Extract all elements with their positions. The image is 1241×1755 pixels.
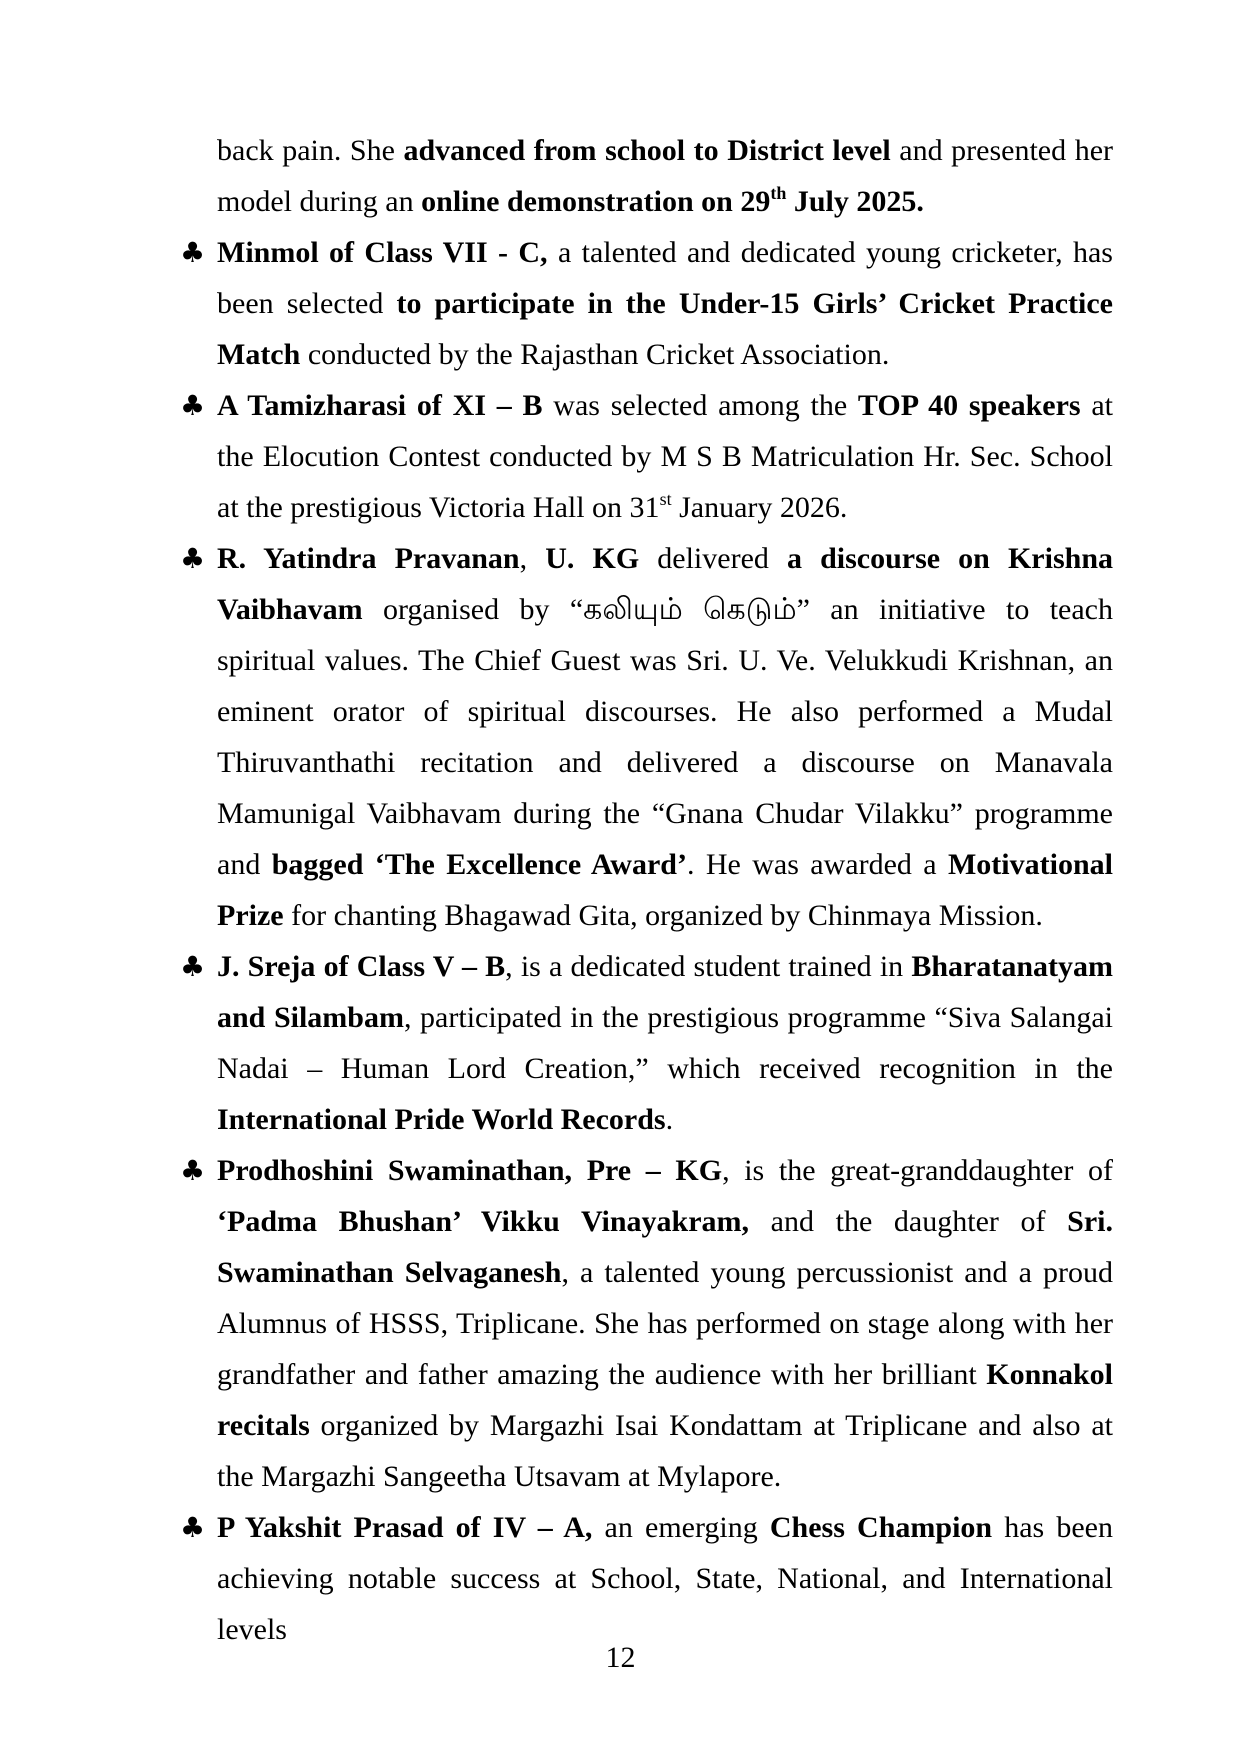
bullet-item (180, 380, 1114, 533)
text-run: to participate in the Under-15 Girls’ Cricket Practice Match (217, 287, 1113, 371)
text-run: , a talented young percussionist and a proud Alumnus of HSSS, Triplicane. She has performed on stage along with her grandfather and father amazing the audience with her brilliant (217, 1256, 1113, 1391)
text-run: a talented and dedicated young cricketer, has been selected (217, 236, 1113, 320)
page-content (180, 125, 1114, 1655)
text-run: January 2026. (671, 491, 848, 524)
text-run: , is the great-granddaughter of (722, 1154, 1113, 1187)
text-run: advanced from school to District level (403, 134, 891, 167)
text-run: , is a dedicated student trained in (505, 950, 912, 983)
text-run: R. Yatindra Pravanan (217, 542, 520, 575)
club-bullet-icon: ♣ (180, 236, 206, 269)
text-run: at the Elocution Contest conducted by M S B Matriculation Hr. Sec. School at the prestigious Victoria Hall on 31 (217, 389, 1114, 524)
text-run: July 2025. (786, 185, 924, 218)
club-bullet-icon: ♣ (180, 1154, 206, 1187)
text-run: Motivational Prize (217, 848, 1113, 932)
club-bullet-icon: ♣ (180, 542, 206, 575)
text-run: conducted by the Rajasthan Cricket Association. (300, 338, 890, 371)
text-run: a discourse on Krishna Vaibhavam (217, 542, 1114, 626)
text-run: A Tamizharasi of XI – B (217, 389, 543, 422)
text-run: Konnakol recitals (217, 1358, 1113, 1442)
text-run: online demonstration on 29 (421, 185, 771, 218)
bullet-item (180, 533, 1114, 941)
text-run: . He was awarded a (686, 848, 948, 881)
text-run: organised by “கலியும் கெடும்” an initiative to teach spiritual values. The Chief Guest was Sri. U. Ve. Velukkudi Krishnan, an eminent orator of spiritual discourses. He also performed a Mudal Thiruvanthathi recitation and delivered a discourse on Manavala Mamunigal Vaibhavam during the “Gnana Chudar Vilakku” programme and (217, 593, 1113, 881)
text-run: organized by Margazhi Isai Kondattam at Triplicane and also at the Margazhi Sangeetha Utsavam at Mylapore. (217, 1409, 1113, 1493)
text-run: was selected among the (542, 389, 858, 422)
text-run: an emerging (592, 1511, 770, 1544)
text-run: Bharatanatyam and Silambam (217, 950, 1113, 1034)
bullet-item (180, 1145, 1113, 1502)
text-run: delivered (639, 542, 787, 575)
club-bullet-icon: ♣ (180, 1511, 206, 1544)
text-run: Chess Champion (769, 1511, 993, 1544)
text-run: , (519, 542, 546, 575)
text-run: and presented her model during an (217, 134, 1113, 218)
text-run: st (659, 489, 672, 509)
text-run: ‘Padma Bhushan’ Vikku Vinayakram, (217, 1205, 750, 1238)
text-run: has been achieving notable success at School, State, National, and International levels (217, 1511, 1113, 1646)
text-run: Sri. Swaminathan Selvaganesh (217, 1205, 1113, 1289)
text-run: , participated in the prestigious programme “Siva Salangai Nadai – Human Lord Creation,” which received recognition in the (217, 1001, 1113, 1085)
bullet-item (180, 1502, 1113, 1655)
page-number: 12 (605, 1641, 636, 1674)
club-bullet-icon: ♣ (180, 389, 206, 422)
text-run: . (665, 1103, 674, 1136)
text-run: Minmol of Class VII - C, (217, 236, 548, 269)
text-run: U. KG (545, 542, 640, 575)
text-run: back pain. She (217, 134, 404, 167)
text-run: and the daughter of (749, 1205, 1068, 1238)
text-run: P Yakshit Prasad of IV – A, (217, 1511, 593, 1544)
text-run: TOP 40 speakers (857, 389, 1081, 422)
bullet-item (180, 227, 1113, 380)
club-bullet-icon: ♣ (180, 950, 206, 983)
text-run: for chanting Bhagawad Gita, organized by Chinmaya Mission. (283, 899, 1043, 932)
bullet-item (180, 941, 1113, 1145)
text-run: International Pride World Records (217, 1103, 666, 1136)
text-run: bagged ‘The Excellence Award’ (271, 848, 687, 881)
text-run: Prodhoshini Swaminathan, Pre – KG (217, 1154, 723, 1187)
text-run: J. Sreja of Class V – B (217, 950, 506, 983)
text-run: th (770, 183, 787, 203)
paragraph (217, 125, 1113, 227)
